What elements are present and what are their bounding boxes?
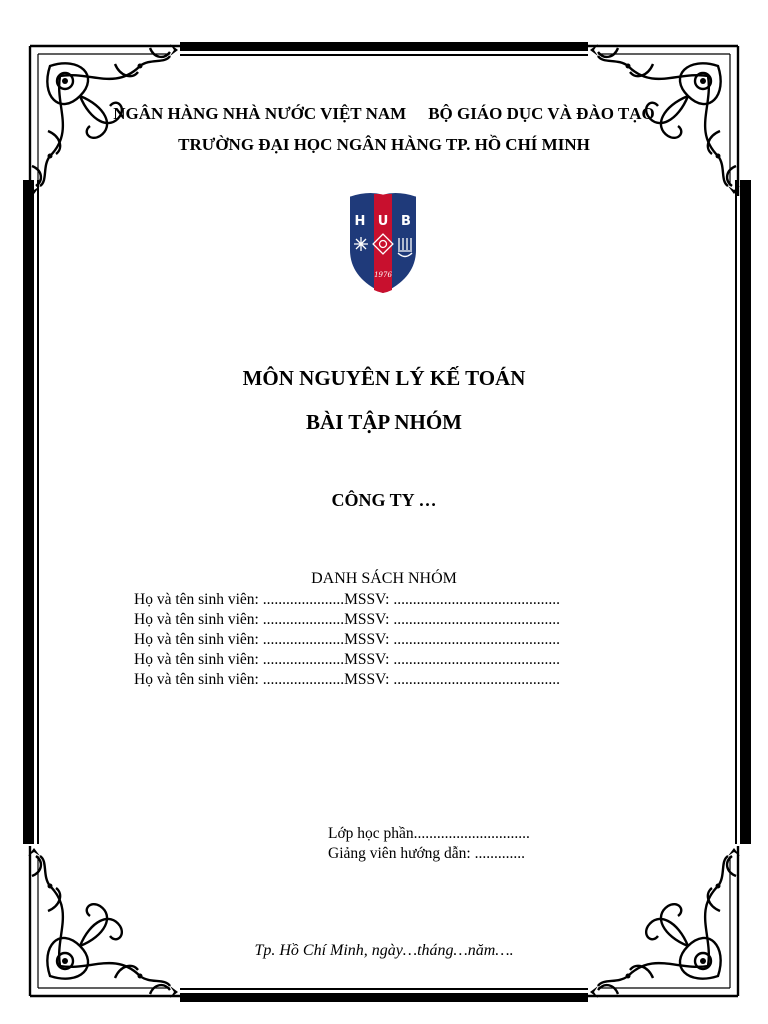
- assignment-title: BÀI TẬP NHÓM: [306, 410, 462, 434]
- company-name: CÔNG TY …: [331, 490, 437, 510]
- member-list: [134, 590, 560, 690]
- logo-letter-h: H: [354, 214, 366, 229]
- frame-right-inner-border: [735, 180, 737, 844]
- group-list-heading: DANH SÁCH NHÓM: [311, 570, 457, 587]
- university-name: TRƯỜNG ĐẠI HỌC NGÂN HÀNG TP. HỒ CHÍ MINH: [178, 135, 590, 154]
- frame-top-inner-border: [180, 54, 588, 56]
- logo-letter-b: B: [401, 214, 411, 229]
- frame-right-border: [740, 180, 751, 844]
- frame-bottom-inner-border: [180, 988, 588, 990]
- org-right: BỘ GIÁO DỤC VÀ ĐÀO TẠO: [428, 104, 655, 123]
- list-item: Họ và tên sinh viên: .....................MSSV: ...........................................: [134, 631, 560, 648]
- class-line: Lớp học phần..............................: [328, 825, 530, 842]
- course-info: [328, 824, 530, 864]
- list-item: Họ và tên sinh viên: .....................MSSV: ...........................................: [134, 611, 560, 628]
- list-item: Họ và tên sinh viên: .....................MSSV: ...........................................: [134, 671, 560, 688]
- place-date-line: Tp. Hồ Chí Minh, ngày…tháng…năm….: [254, 942, 514, 959]
- logo-letter-u: U: [377, 214, 389, 229]
- frame-left-border: [23, 180, 34, 844]
- subject-title: MÔN NGUYÊN LÝ KẾ TOÁN: [242, 366, 526, 390]
- list-item: Họ và tên sinh viên: .....................MSSV: ...........................................: [134, 591, 560, 608]
- header-organizations: [0, 104, 768, 124]
- lecturer-line: Giảng viên hướng dẫn: .............: [328, 845, 525, 862]
- org-left: NGÂN HÀNG NHÀ NƯỚC VIỆT NAM: [113, 104, 407, 123]
- list-item: Họ và tên sinh viên: .....................MSSV: ...........................................: [134, 651, 560, 668]
- ornament-corner-icon: [20, 836, 190, 1006]
- ornament-corner-icon: [578, 836, 748, 1006]
- frame-top-border: [180, 42, 588, 51]
- hub-logo-icon: [348, 190, 418, 295]
- frame-left-inner-border: [37, 180, 39, 844]
- frame-bottom-border: [180, 993, 588, 1002]
- logo-year: 1976: [374, 271, 392, 279]
